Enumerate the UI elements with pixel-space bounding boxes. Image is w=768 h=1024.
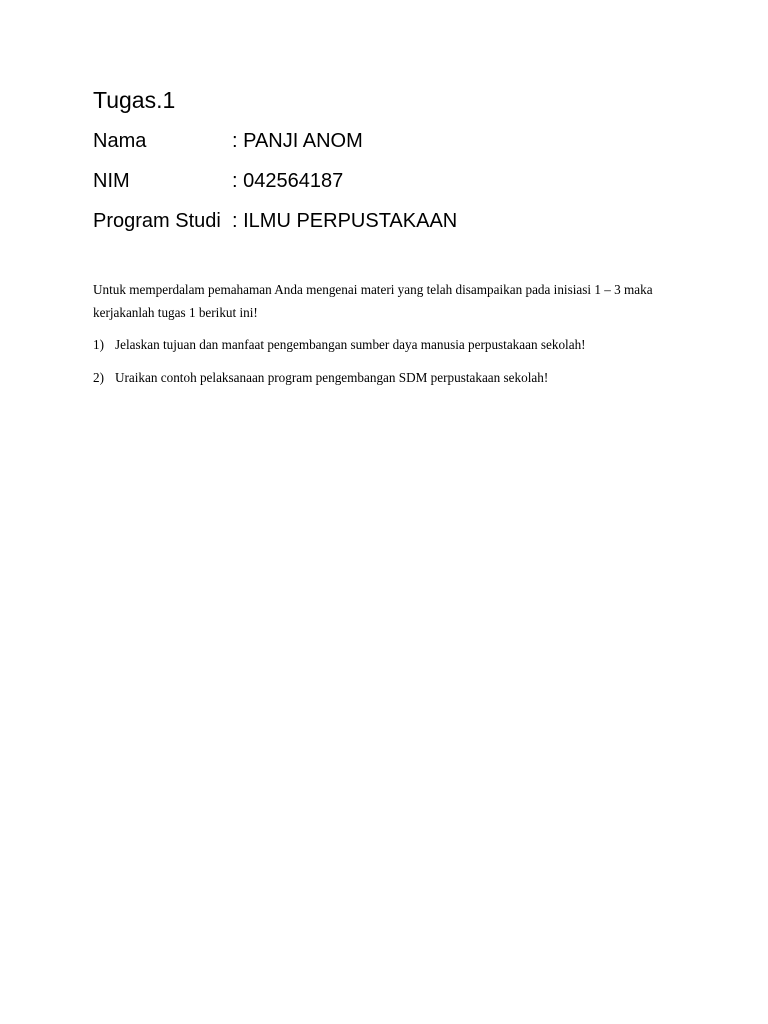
info-row-nim xyxy=(93,169,343,193)
intro-paragraph: Untuk memperdalam pemahaman Anda mengenai materi yang telah disampaikan pada inisiasi 1 – 3 maka kerjakanlah tugas 1 berikut ini! xyxy=(93,282,653,320)
info-value: : PANJI ANOM xyxy=(232,130,363,152)
info-label: NIM xyxy=(93,170,130,192)
info-value: : ILMU PERPUSTAKAAN xyxy=(232,210,458,232)
document-title: Tugas.1 xyxy=(93,87,176,113)
info-value: : 042564187 xyxy=(232,170,344,192)
info-row-program-studi xyxy=(93,209,457,233)
question-item xyxy=(93,369,548,387)
question-number: 2) xyxy=(93,370,104,385)
info-label: Program Studi xyxy=(93,210,221,232)
question-text: Uraikan contoh pelaksanaan program pengembangan SDM perpustakaan sekolah! xyxy=(115,370,549,385)
question-number: 1) xyxy=(93,337,104,352)
info-label: Nama xyxy=(93,130,147,152)
info-row-nama xyxy=(93,129,363,153)
question-item xyxy=(93,336,586,354)
question-text: Jelaskan tujuan dan manfaat pengembangan sumber daya manusia perpustakaan sekolah! xyxy=(115,337,586,352)
